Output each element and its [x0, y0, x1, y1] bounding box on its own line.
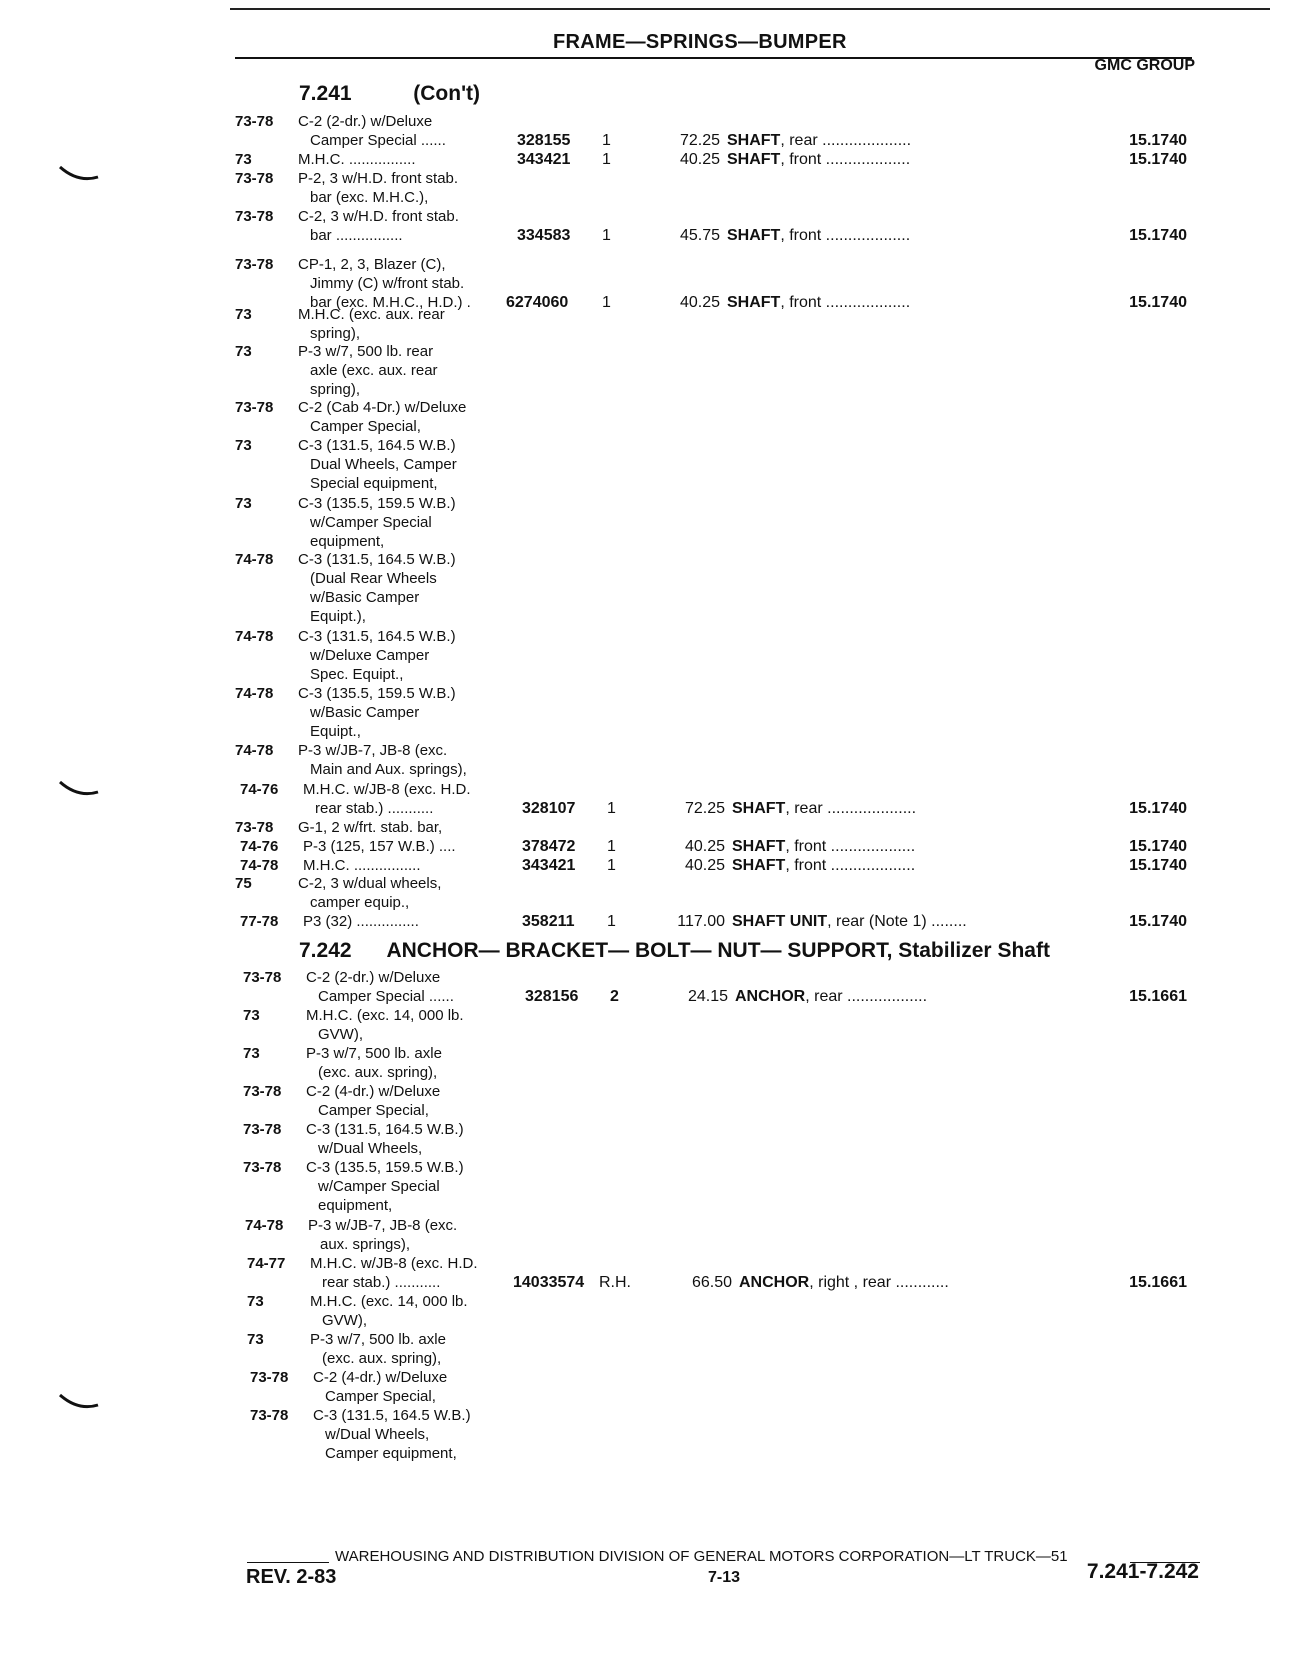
application-description: [298, 150, 528, 169]
application-description: [298, 684, 528, 741]
description-line: CP-1, 2, 3, Blazer (C),: [298, 256, 446, 273]
table-row: [235, 550, 1195, 626]
description-line: w/Deluxe Camper: [310, 647, 430, 664]
item-name-rest: , rear ....................: [780, 132, 912, 149]
application-description: [306, 1006, 536, 1044]
table-row: [247, 1254, 1207, 1292]
table-row: [243, 1006, 1203, 1044]
description-line: bar (exc. M.H.C.),: [310, 189, 429, 206]
price: 117.00: [677, 913, 725, 930]
table-row: [235, 207, 1195, 245]
quantity: 2: [610, 988, 619, 1005]
description-line: camper equip.,: [310, 894, 410, 911]
description-line: GVW),: [322, 1312, 367, 1329]
application-description: [298, 207, 528, 245]
description-line: (exc. aux. spring),: [322, 1350, 442, 1367]
description-line: Jimmy (C) w/front stab.: [310, 275, 465, 292]
description-line: Camper Special,: [310, 418, 421, 435]
group-number: 15.1740: [1129, 227, 1187, 244]
part-number: 343421: [522, 857, 576, 874]
description-line: P3 (32) ...............: [303, 913, 419, 930]
section-heading-7-242: [299, 939, 1050, 963]
item-name: [727, 131, 911, 150]
description-line: M.H.C. (exc. 14, 000 lb.: [310, 1293, 468, 1310]
group-number: 15.1661: [1129, 988, 1187, 1005]
description-line: C-3 (131.5, 164.5 W.B.): [313, 1407, 471, 1424]
application-description: [306, 1082, 536, 1120]
table-row: [247, 1330, 1207, 1368]
description-line: rear stab.) ...........: [315, 800, 434, 817]
item-name-bold: SHAFT: [727, 151, 781, 168]
group-number: 15.1740: [1129, 132, 1187, 149]
application-description: [298, 398, 528, 436]
quantity: 1: [602, 294, 611, 311]
description-line: C-3 (135.5, 159.5 W.B.): [306, 1159, 464, 1176]
model-year: 73-78: [250, 1407, 289, 1424]
application-description: [298, 436, 528, 493]
part-number: 14033574: [513, 1274, 585, 1291]
description-line: M.H.C. ................: [303, 857, 421, 874]
item-name-bold: ANCHOR: [735, 988, 806, 1005]
quantity: 1: [602, 151, 611, 168]
description-line: Spec. Equipt.,: [310, 666, 404, 683]
model-year: 73-78: [235, 256, 274, 273]
description-line: equipment,: [318, 1197, 393, 1214]
table-row: [240, 856, 1200, 875]
item-name: [727, 226, 910, 245]
description-line: C-3 (131.5, 164.5 W.B.): [306, 1121, 464, 1138]
model-year: 73-78: [243, 969, 282, 986]
item-name: [732, 856, 915, 875]
application-description: [306, 968, 536, 1006]
description-line: Camper Special,: [325, 1388, 436, 1405]
table-row: [235, 741, 1195, 779]
description-line: (Dual Rear Wheels: [310, 570, 437, 587]
model-year: 73-78: [243, 1083, 282, 1100]
quantity: 1: [602, 132, 611, 149]
application-description: [313, 1406, 543, 1463]
description-line: w/Camper Special: [318, 1178, 440, 1195]
description-line: C-3 (131.5, 164.5 W.B.): [298, 437, 456, 454]
description-line: P-3 w/7, 500 lb. axle: [310, 1331, 446, 1348]
item-name: [732, 837, 915, 856]
table-row: [235, 169, 1195, 207]
table-row: [247, 1292, 1207, 1330]
description-line: M.H.C. (exc. aux. rear: [298, 306, 445, 323]
part-number: 343421: [517, 151, 571, 168]
table-row: [243, 1044, 1203, 1082]
model-year: 73-78: [235, 208, 274, 225]
quantity: R.H.: [599, 1274, 631, 1291]
quantity: 1: [607, 838, 616, 855]
model-year: 73-78: [243, 1159, 282, 1176]
section-title: ANCHOR— BRACKET— BOLT— NUT— SUPPORT, Stabilizer Shaft: [386, 939, 1050, 962]
model-year: 74-78: [245, 1217, 284, 1234]
application-description: [310, 1330, 540, 1368]
description-line: C-3 (131.5, 164.5 W.B.): [298, 551, 456, 568]
description-line: C-2 (2-dr.) w/Deluxe: [298, 113, 433, 130]
item-name-rest: , front ...................: [780, 227, 911, 244]
price: 24.15: [687, 988, 728, 1005]
description-line: M.H.C. ................: [298, 151, 416, 168]
description-line: C-3 (135.5, 159.5 W.B.): [298, 685, 456, 702]
price: 66.50: [691, 1274, 732, 1291]
description-line: w/Basic Camper: [310, 704, 420, 721]
part-number: 328156: [525, 988, 579, 1005]
item-name: [735, 987, 927, 1006]
section-title: (Con't): [413, 82, 481, 105]
price: 72.25: [684, 800, 725, 817]
part-number: 328107: [522, 800, 576, 817]
application-description: [303, 912, 533, 931]
table-row: [240, 912, 1200, 931]
page-title: FRAME—SPRINGS—BUMPER: [553, 31, 847, 53]
model-year: 73: [235, 437, 252, 454]
description-line: (exc. aux. spring),: [318, 1064, 438, 1081]
section-range: 7.241-7.242: [1086, 1560, 1199, 1583]
group-number: 15.1740: [1129, 294, 1187, 311]
application-description: [298, 550, 528, 626]
quantity: 1: [607, 800, 616, 817]
model-year: 73: [243, 1007, 260, 1024]
model-year: 74-76: [240, 781, 279, 798]
item-name-rest: , right , rear ............: [809, 1274, 949, 1291]
price: 40.25: [679, 294, 720, 311]
application-description: [303, 780, 533, 818]
model-year: 74-78: [235, 742, 274, 759]
description-line: bar ................: [310, 227, 403, 244]
application-description: [298, 494, 528, 551]
model-year: 73-78: [235, 399, 274, 416]
description-line: C-2 (4-dr.) w/Deluxe: [306, 1083, 441, 1100]
quantity: 1: [607, 857, 616, 874]
description-line: GVW),: [318, 1026, 363, 1043]
application-description: [298, 818, 528, 837]
description-line: P-2, 3 w/H.D. front stab.: [298, 170, 459, 187]
header-rule: [235, 57, 1192, 59]
item-name-bold: SHAFT: [727, 294, 781, 311]
description-line: spring),: [310, 325, 361, 342]
application-description: [303, 856, 533, 875]
price: 40.25: [684, 857, 725, 874]
model-year: 73: [247, 1293, 264, 1310]
item-name-rest: , rear ..................: [805, 988, 928, 1005]
description-line: Dual Wheels, Camper: [310, 456, 457, 473]
description-line: w/Dual Wheels,: [325, 1426, 430, 1443]
group-number: 15.1661: [1129, 1274, 1187, 1291]
table-row: [235, 818, 1195, 837]
binder-hole-mark: [58, 780, 100, 800]
model-year: 73: [235, 151, 252, 168]
description-line: Equipt.),: [310, 608, 366, 625]
section-heading-7-241: [299, 82, 480, 106]
price: 45.75: [679, 227, 720, 244]
model-year: 73-78: [235, 170, 274, 187]
item-name: [732, 799, 916, 818]
footer-division: WAREHOUSING AND DISTRIBUTION DIVISION OF GENERAL MOTORS CORPORATION—LT TRUCK—51: [335, 1548, 1068, 1565]
model-year: 74-78: [235, 685, 274, 702]
application-description: [298, 627, 528, 684]
table-row: [245, 1216, 1205, 1254]
item-name-rest: , front ...................: [780, 151, 911, 168]
table-row: [243, 1120, 1203, 1158]
item-name-rest: , front ...................: [780, 294, 911, 311]
description-line: P-3 w/JB-7, JB-8 (exc.: [298, 742, 448, 759]
quantity: 1: [607, 913, 616, 930]
description-line: P-3 (125, 157 W.B.) ....: [303, 838, 456, 855]
description-line: axle (exc. aux. rear: [310, 362, 438, 379]
model-year: 74-78: [235, 628, 274, 645]
item-name-rest: , front ...................: [785, 857, 916, 874]
model-year: 73-78: [235, 819, 274, 836]
item-name-bold: SHAFT: [727, 132, 781, 149]
description-line: C-2, 3 w/H.D. front stab.: [298, 208, 459, 225]
description-line: M.H.C. w/JB-8 (exc. H.D.: [303, 781, 471, 798]
part-number: 358211: [522, 913, 575, 930]
item-name-bold: ANCHOR: [739, 1274, 810, 1291]
model-year: 75: [235, 875, 252, 892]
table-row: [250, 1406, 1210, 1463]
model-year: 73-78: [235, 113, 274, 130]
footer-rule: [247, 1562, 329, 1563]
description-line: Equipt.,: [310, 723, 361, 740]
application-description: [298, 305, 528, 343]
item-name-bold: SHAFT: [732, 800, 786, 817]
description-line: rear stab.) ...........: [322, 1274, 441, 1291]
item-name-rest: , rear (Note 1) ........: [827, 913, 967, 930]
group-number: 15.1740: [1129, 913, 1187, 930]
model-year: 73-78: [243, 1121, 282, 1138]
table-row: [235, 398, 1195, 436]
group-number: 15.1740: [1129, 800, 1187, 817]
model-year: 73: [235, 495, 252, 512]
item-name-bold: SHAFT: [732, 838, 786, 855]
price: 40.25: [679, 151, 720, 168]
application-description: [298, 169, 528, 207]
group-number: 15.1740: [1129, 151, 1187, 168]
description-line: w/Dual Wheels,: [318, 1140, 423, 1157]
description-line: P-3 w/7, 500 lb. axle: [306, 1045, 442, 1062]
model-year: 73: [243, 1045, 260, 1062]
description-line: Camper Special,: [318, 1102, 429, 1119]
model-year: 74-78: [240, 857, 279, 874]
table-row: [235, 627, 1195, 684]
model-year: 73: [235, 306, 252, 323]
table-row: [243, 1158, 1203, 1215]
table-row: [250, 1368, 1210, 1406]
description-line: spring),: [310, 381, 361, 398]
application-description: [306, 1158, 536, 1215]
table-row: [235, 112, 1195, 150]
model-year: 74-77: [247, 1255, 286, 1272]
price: 72.25: [679, 132, 720, 149]
section-number: 7.242: [299, 939, 352, 962]
quantity: 1: [602, 227, 611, 244]
description-line: aux. springs),: [320, 1236, 411, 1253]
application-description: [298, 874, 528, 912]
section-number: 7.241: [299, 82, 352, 105]
description-line: M.H.C. (exc. 14, 000 lb.: [306, 1007, 464, 1024]
item-name: [739, 1273, 949, 1292]
group-number: 15.1740: [1129, 857, 1187, 874]
item-name: [732, 912, 967, 931]
application-description: [298, 741, 528, 779]
description-line: C-2 (2-dr.) w/Deluxe: [306, 969, 441, 986]
revision-label: REV. 2-83: [246, 1566, 337, 1588]
description-line: P-3 w/7, 500 lb. rear: [298, 343, 434, 360]
model-year: 73: [235, 343, 252, 360]
application-description: [306, 1120, 536, 1158]
description-line: P-3 w/JB-7, JB-8 (exc.: [308, 1217, 458, 1234]
table-row: [243, 968, 1203, 1006]
description-line: C-3 (131.5, 164.5 W.B.): [298, 628, 456, 645]
part-number: 334583: [517, 227, 571, 244]
table-row: [235, 150, 1195, 169]
description-line: Special equipment,: [310, 475, 438, 492]
model-year: 74-76: [240, 838, 279, 855]
table-row: [235, 494, 1195, 551]
group-label: GMC GROUP: [1094, 57, 1195, 74]
part-number: 6274060: [506, 294, 569, 311]
description-line: equipment,: [310, 533, 385, 550]
table-row: [235, 305, 1195, 343]
group-number: 15.1740: [1129, 838, 1187, 855]
top-rule: [230, 8, 1270, 10]
model-year: 73-78: [250, 1369, 289, 1386]
part-number: 378472: [522, 838, 576, 855]
item-name-bold: SHAFT: [732, 857, 786, 874]
item-name-bold: SHAFT: [727, 227, 781, 244]
page-number: 7-13: [708, 1569, 741, 1586]
price: 40.25: [684, 838, 725, 855]
application-description: [310, 1254, 540, 1292]
description-line: C-2 (4-dr.) w/Deluxe: [313, 1369, 448, 1386]
table-row: [235, 436, 1195, 493]
table-row: [243, 1082, 1203, 1120]
binder-hole-mark: [58, 165, 100, 185]
application-description: [306, 1044, 536, 1082]
table-row: [235, 684, 1195, 741]
description-line: w/Camper Special: [310, 514, 432, 531]
description-line: G-1, 2 w/frt. stab. bar,: [298, 819, 443, 836]
description-line: C-2, 3 w/dual wheels,: [298, 875, 442, 892]
description-line: Main and Aux. springs),: [310, 761, 467, 778]
description-line: Camper Special ......: [318, 988, 454, 1005]
application-description: [298, 255, 528, 312]
model-year: 77-78: [240, 913, 279, 930]
description-line: w/Basic Camper: [310, 589, 420, 606]
application-description: [313, 1368, 543, 1406]
application-description: [310, 1292, 540, 1330]
part-number: 328155: [517, 132, 571, 149]
description-line: C-3 (135.5, 159.5 W.B.): [298, 495, 456, 512]
item-name-rest: , front ...................: [785, 838, 916, 855]
table-row: [235, 342, 1195, 399]
model-year: 73: [247, 1331, 264, 1348]
binder-hole-mark: [58, 1393, 100, 1413]
description-line: Camper equipment,: [325, 1445, 457, 1462]
application-description: [298, 342, 528, 399]
item-name-bold: SHAFT UNIT: [732, 913, 828, 930]
application-description: [303, 837, 533, 856]
table-row: [240, 837, 1200, 856]
model-year: 74-78: [235, 551, 274, 568]
application-description: [298, 112, 528, 150]
description-line: M.H.C. w/JB-8 (exc. H.D.: [310, 1255, 478, 1272]
description-line: Camper Special ......: [310, 132, 446, 149]
description-line: C-2 (Cab 4-Dr.) w/Deluxe: [298, 399, 467, 416]
description-line: bar (exc. M.H.C., H.D.) .: [310, 294, 471, 311]
table-row: [235, 874, 1195, 912]
table-row: [235, 255, 1195, 312]
item-name: [727, 150, 910, 169]
application-description: [308, 1216, 538, 1254]
table-row: [240, 780, 1200, 818]
item-name-rest: , rear ....................: [785, 800, 917, 817]
